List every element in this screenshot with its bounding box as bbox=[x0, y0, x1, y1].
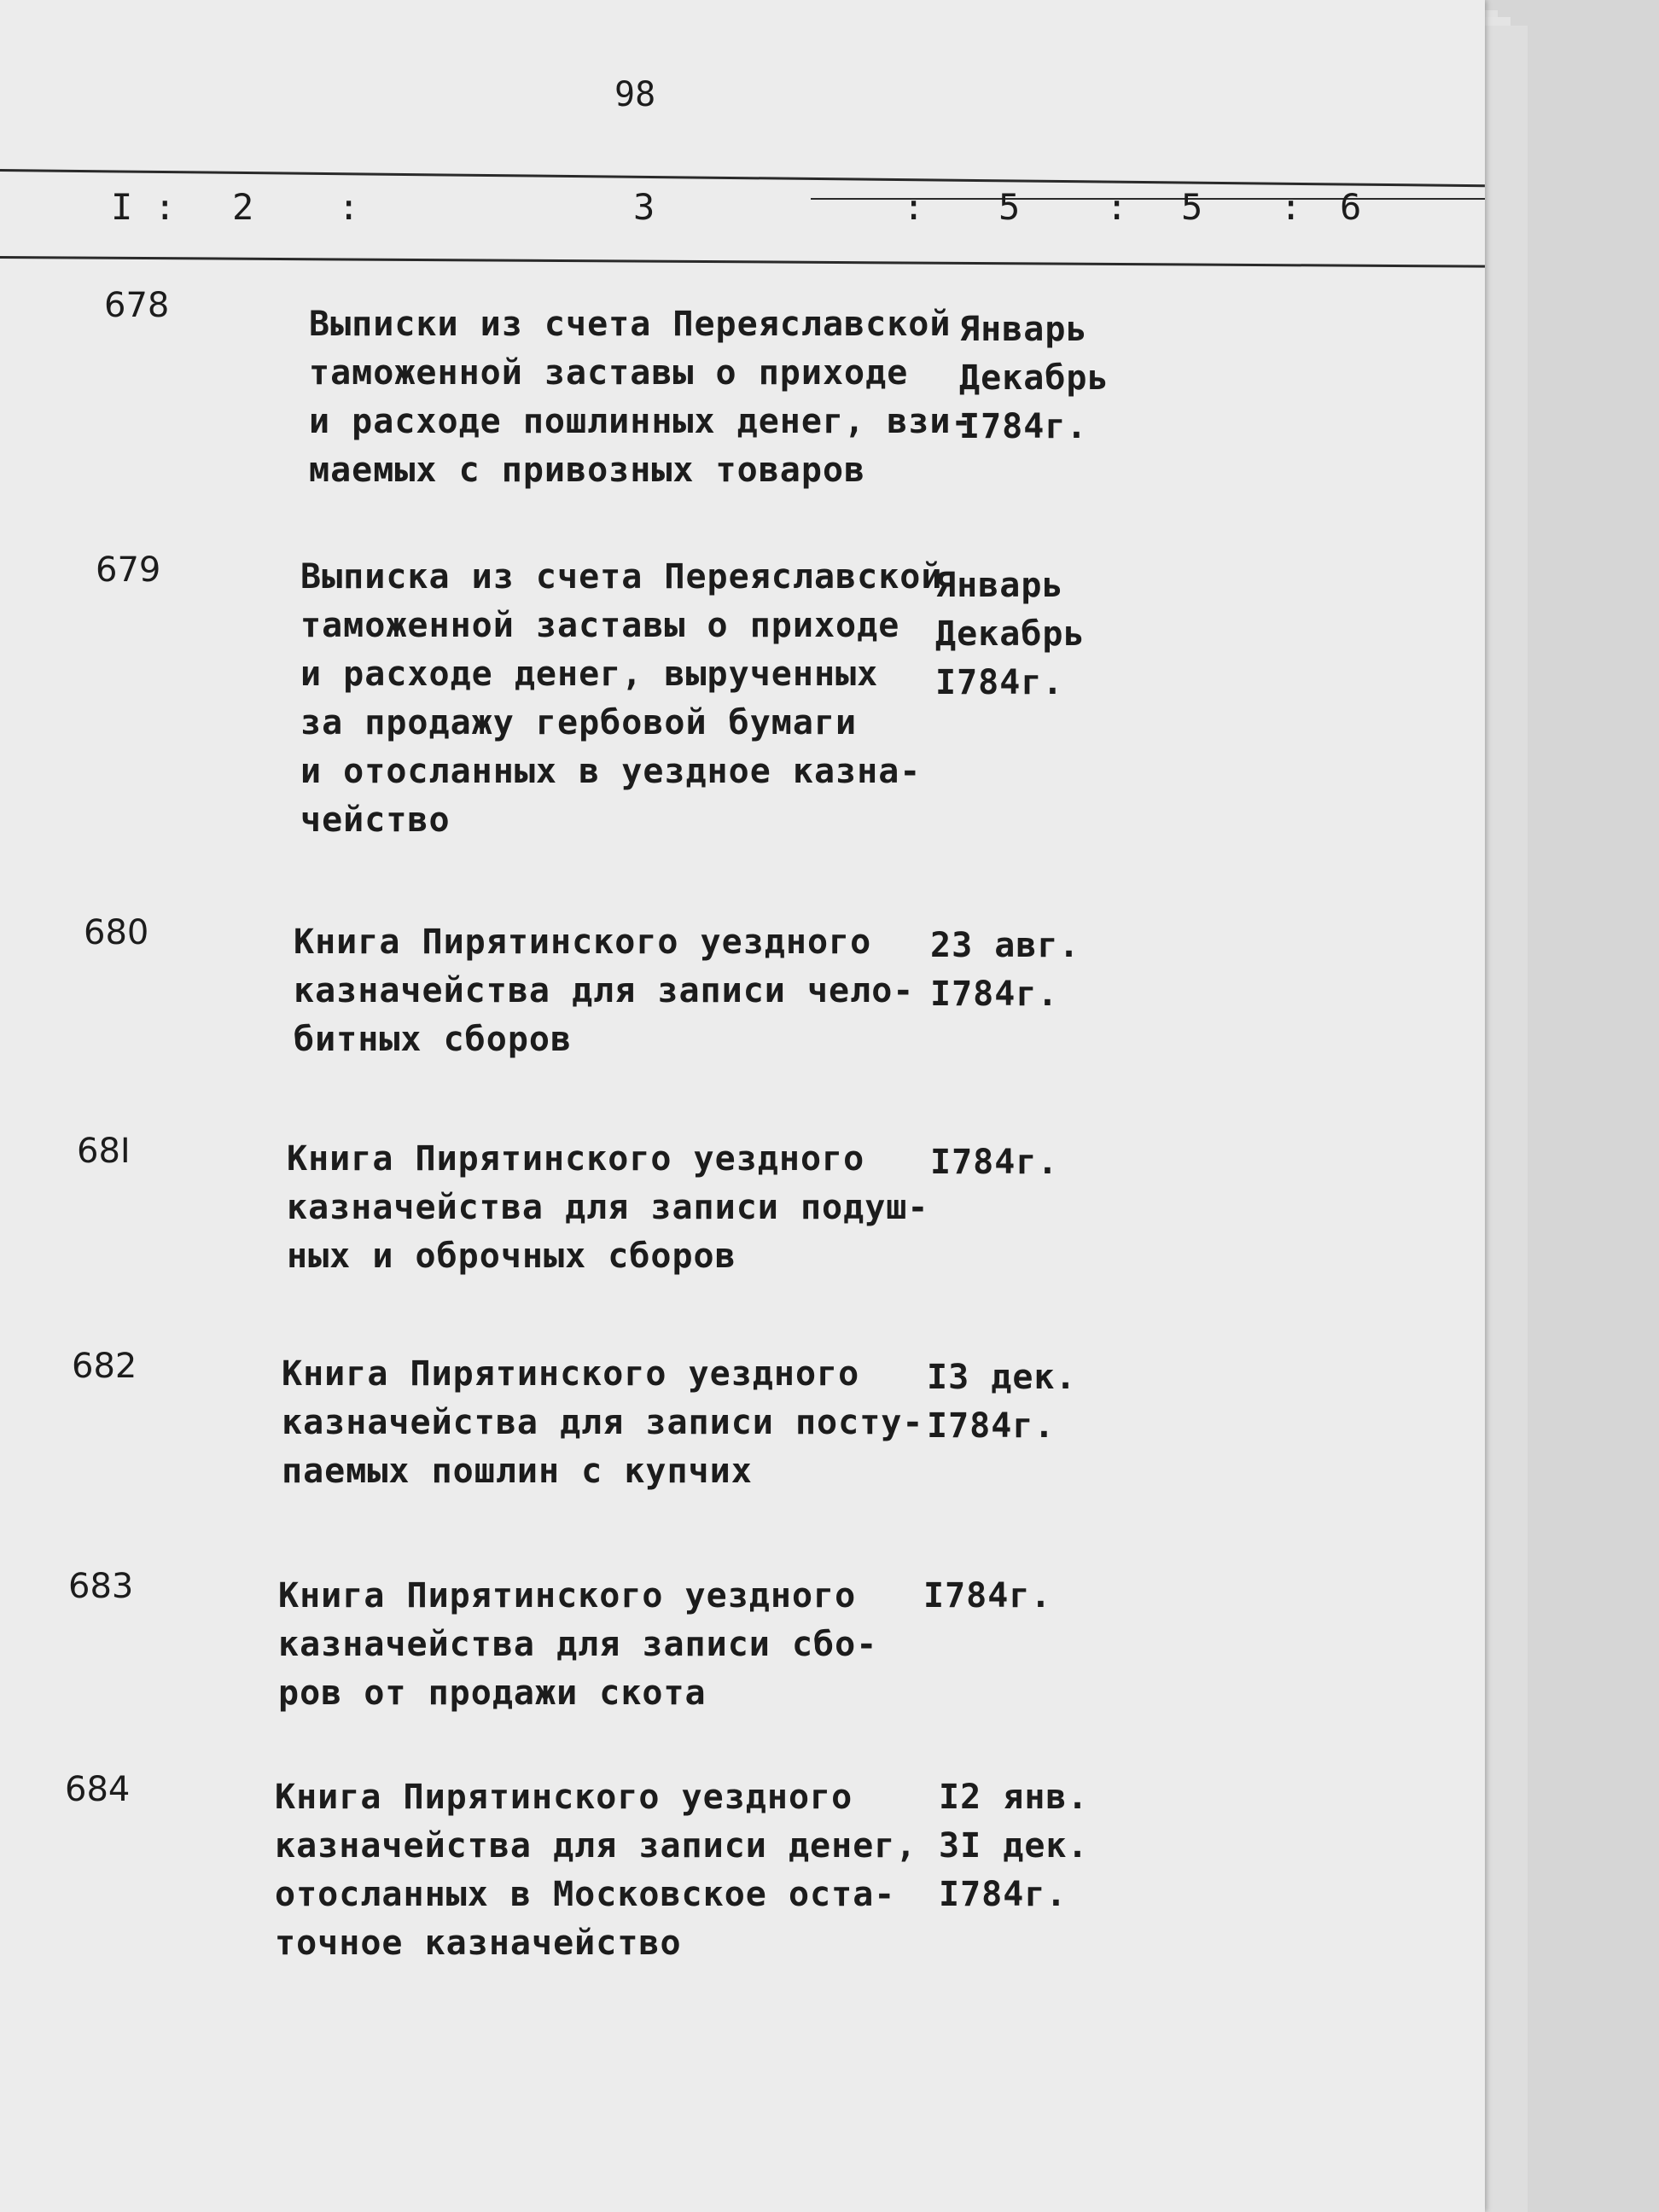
column-header: 5 bbox=[1181, 186, 1203, 228]
column-header: 3 bbox=[633, 186, 655, 228]
entry-number: 680 bbox=[84, 913, 149, 952]
entry-description: Книга Пирятинского уездного казначейства для записи чело- битных сборов bbox=[294, 923, 915, 1059]
entry-number: 68I bbox=[77, 1132, 131, 1171]
column-header: 6 bbox=[1340, 186, 1362, 228]
entry-date: I784г. bbox=[930, 1143, 1059, 1182]
entry-number: 679 bbox=[96, 550, 161, 590]
entry-date: I784г. bbox=[923, 1576, 1052, 1615]
entry-number: 678 bbox=[104, 286, 170, 325]
entry-date: I2 янв. 3I дек. I784г. bbox=[939, 1778, 1089, 1914]
column-header: : bbox=[903, 186, 925, 228]
header-rule-top bbox=[0, 169, 1485, 187]
entry-description: Книга Пирятинского уездного казначейства для записи денег, отосланных в Московское оста- точное казначейство bbox=[275, 1778, 917, 1963]
column-header: I : bbox=[111, 186, 176, 228]
entry-date: 23 авг. I784г. bbox=[930, 926, 1080, 1014]
entry-description: Книга Пирятинского уездного казначейства для записи подуш- ных и оброчных сборов bbox=[287, 1139, 929, 1276]
header-rule-bottom bbox=[0, 256, 1485, 268]
entry-number: 682 bbox=[72, 1347, 137, 1386]
entry-date: Январь Декабрь I784г. bbox=[935, 566, 1086, 702]
column-header: : bbox=[1280, 186, 1302, 228]
entry-number: 684 bbox=[65, 1770, 131, 1809]
column-header: : bbox=[338, 186, 360, 228]
entry-description: Книга Пирятинского уездного казначейства для записи сбо- ров от продажи скота bbox=[278, 1576, 878, 1713]
entry-date: I3 дек. I784г. bbox=[927, 1358, 1077, 1446]
entry-description: Выписки из счета Переяславской таможенной заставы о приходе и расходе пошлинных денег, взи- маемых с привозных товаров bbox=[309, 305, 973, 490]
entry-description: Книга Пирятинского уездного казначейства для записи посту- паемых пошлин с купчих bbox=[282, 1354, 924, 1491]
column-header: 5 bbox=[998, 186, 1021, 228]
entry-description: Выписка из счета Переяславской таможенной заставы о приходе и расходе денег, вырученных за продажу гербовой бумаги и отосланных в уездное казна- чейство bbox=[300, 557, 943, 840]
column-header: 2 bbox=[232, 186, 254, 228]
entry-number: 683 bbox=[68, 1567, 134, 1606]
page-number: 98 bbox=[614, 75, 656, 114]
entry-date: Январь Декабрь I784г. bbox=[959, 310, 1109, 446]
column-header: : bbox=[1106, 186, 1128, 228]
